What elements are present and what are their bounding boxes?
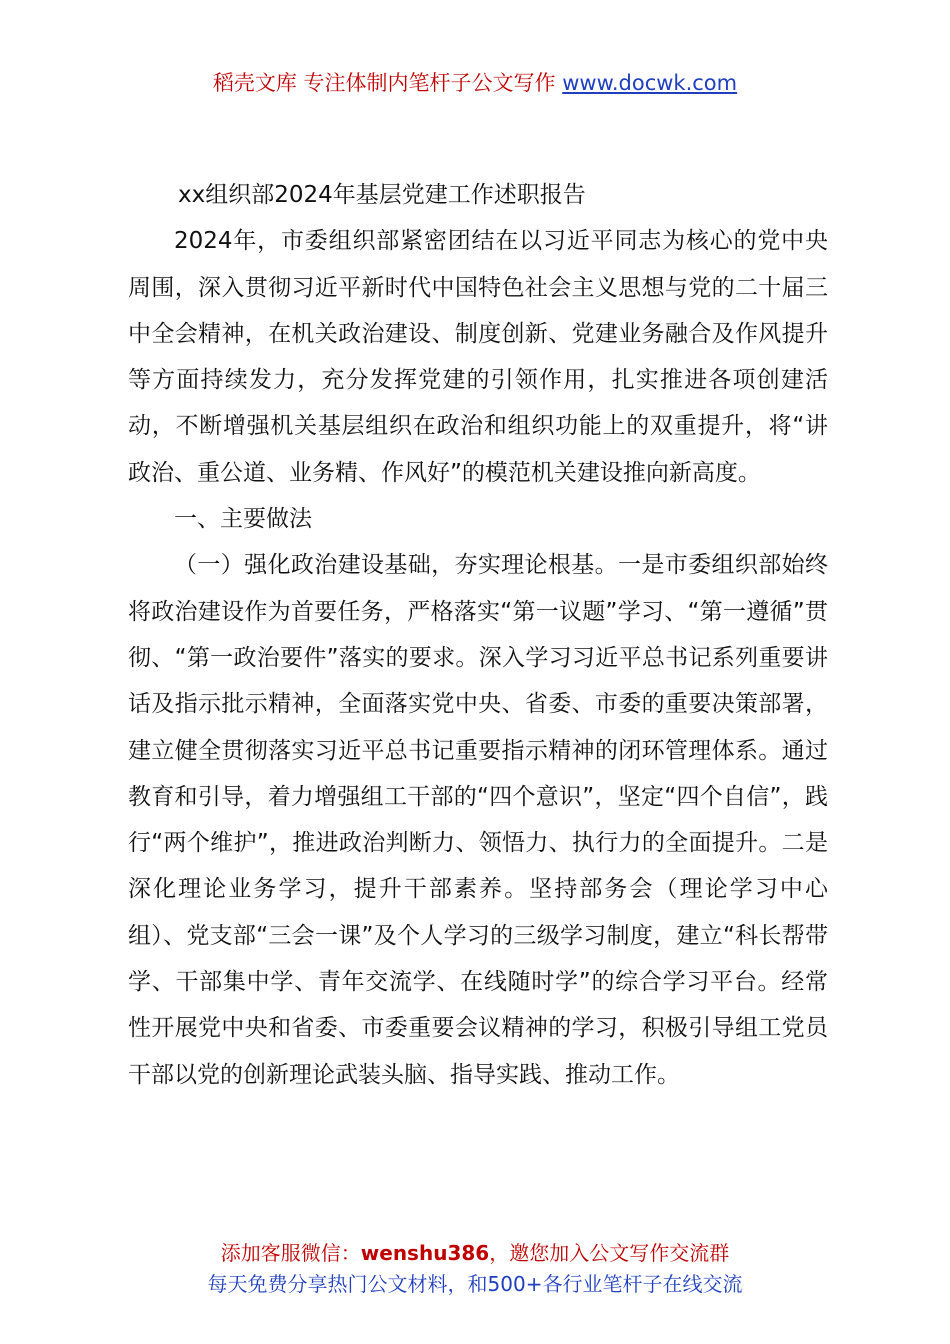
- section-heading: 一、主要做法: [174, 506, 312, 533]
- footer-promo-line: 每天免费分享热门公文材料，和500+各行业笔杆子在线交流: [207, 1272, 743, 1296]
- footer-wechat-suffix: ，邀您加入公文写作交流群: [489, 1241, 730, 1265]
- footer-wechat-line: [0, 1238, 950, 1269]
- header-site-link[interactable]: www.docwk.com: [562, 71, 738, 95]
- intro-paragraph: 2024年，市委组织部紧密团结在以习近平同志为核心的党中央周围，深入贯彻习近平新时代中国特色社会主义思想与党的二十届三中全会精神，在机关政治建设、制度创新、党建业务融合及作风提升等方面持续发力，充分发挥党建的引领作用，扎实推进各项创建活动，不断增强机关基层组织在政治和组织功能上的双重提升，将“讲政治、重公道、业务精、作风好”的模范机关建设推向新高度。: [128, 228, 828, 486]
- document-title: xx组织部2024年基层党建工作述职报告: [178, 182, 586, 208]
- header-brand: 稻壳文库 专注体制内笔杆子公文写作: [212, 71, 556, 95]
- page-footer: [0, 1238, 950, 1300]
- footer-wechat-id: wenshu386: [360, 1241, 490, 1265]
- section-paragraph: （一）强化政治建设基础，夯实理论根基。一是市委组织部始终将政治建设作为首要任务，严格落实“第一议题”学习、“第一遵循”贯彻、“第一政治要件”落实的要求。深入学习习近平总书记系列重要讲话及指示批示精神，全面落实党中央、省委、市委的重要决策部署，建立健全贯彻落实习近平总书记重要指示精神的闭环管理体系。通过教育和引导，着力增强组工干部的“四个意识”，坚定“四个自信”，践行“两个维护”，推进政治判断力、领悟力、执行力的全面提升。二是深化理论业务学习，提升干部素养。坚持部务会（理论学习中心组）、党支部“三会一课”及个人学习的三级学习制度，建立“科长帮带学、干部集中学、青年交流学、在线随时学”的综合学习平台。经常性开展党中央和省委、市委重要会议精神的学习，积极引导组工党员干部以党的创新理论武装头脑、指导实践、推动工作。: [128, 552, 828, 1088]
- footer-wechat-prefix: 添加客服微信：: [220, 1241, 361, 1265]
- document-body: [128, 172, 828, 1098]
- page-header: [0, 66, 950, 100]
